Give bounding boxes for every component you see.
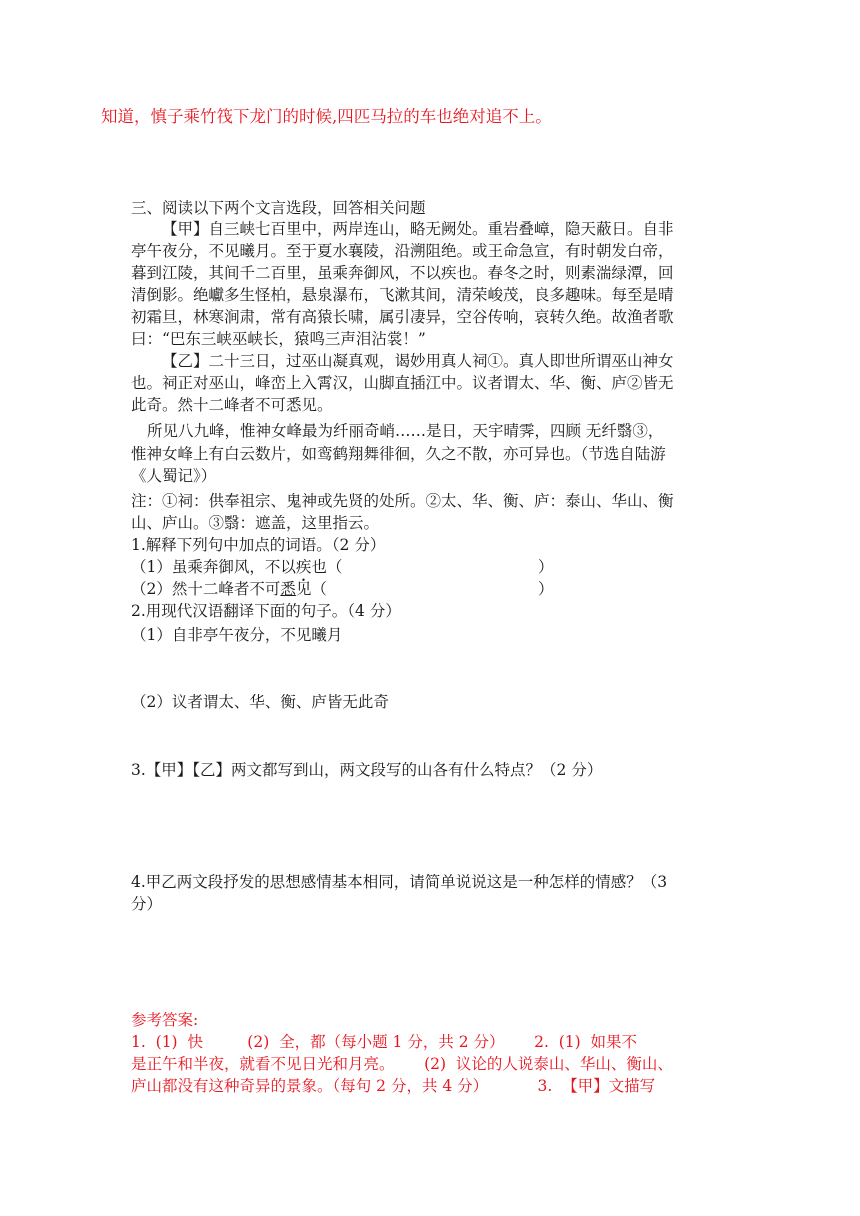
passage-jia-line: 曰：“巴东三峡巫峡长，猿鸣三声泪沾裳！”: [131, 330, 426, 348]
passage-jia-line: 亭午夜分，不见曦月。至于夏水襄陵，沿溯阻绝。或王命急宣，有时朝发白帝，: [131, 242, 674, 260]
passage-jia-line: 暮到江陵，其间千二百里，虽乘奔御风，不以疾也。春冬之时，则素湍绿潭，回: [131, 264, 674, 282]
question-2-item-2: （2）议者谓太、华、衡、庐皆无此奇: [131, 693, 389, 711]
passage-yi-line: 惟神女峰上有白云数片，如鸾鹤翔舞徘徊，久之不散，亦可异也。（节选自陆游: [131, 445, 666, 463]
question-1-item-1-keyword: 疾: [295, 558, 312, 576]
notes-line: 注：①祠：供奉祖宗、鬼神或先贤的处所。②太、华、衡、庐：泰山、华山、衡: [131, 492, 674, 510]
question-2-title: 2.用现代汉语翻译下面的句子。（4 分）: [131, 602, 401, 620]
question-4-line: 分）: [131, 895, 163, 913]
question-1-item-1-text-end: 也（: [311, 558, 343, 576]
section-heading: 三、阅读以下两个文言选段，回答相关问题: [131, 199, 426, 217]
question-1-item-2-text-end: 见（: [295, 580, 327, 598]
passage-yi-line: 《人蜀记》）: [131, 467, 217, 485]
passage-jia-line: 清倒影。绝巘多生怪柏，悬泉瀑布，飞漱其间，清荣峻茂，良多趣味。每至是晴: [131, 286, 674, 304]
answers-title: 参考答案:: [131, 1011, 199, 1029]
question-1-item-1-blank-close: ）: [538, 558, 554, 576]
answer-continuation-line: 知道，慎子乘竹筏下龙门的时候,四匹马拉的车也绝对追不上。: [101, 107, 552, 126]
answers-line: 是正午和半夜，就看不见日光和月亮。 (2) 议论的人说泰山、华山、衡山、: [131, 1055, 673, 1073]
passage-yi-line: 也。祠正对巫山，峰峦上入霄汉，山脚直插江中。议者谓太、华、衡、庐②皆无: [131, 374, 674, 392]
question-4-line: 4.甲乙两文段抒发的思想感情基本相同，请简单说说这是一种怎样的情感？（3: [131, 873, 668, 891]
passage-yi-line: 所见八九峰，惟神女峰最为纤丽奇峭……是日，天宇晴霁，四顾 无纤翳③，: [147, 422, 664, 440]
notes-line: 山、庐山。③翳：遮盖，这里指云。: [131, 514, 380, 532]
question-2-item-1: （1）自非亭午夜分，不见曦月: [131, 626, 343, 644]
question-1-item-1-text: （1）虽乘奔御风，不以: [131, 558, 296, 576]
passage-yi-line: 此奇。然十二峰者不可悉见。: [131, 396, 333, 414]
passage-yi-line: 【乙】二十三日，过巫山凝真观，谒妙用真人祠①。真人即世所谓巫山神女: [162, 352, 674, 370]
question-1-title: 1.解释下列句中加点的词语。（2 分）: [131, 536, 386, 554]
answers-line: 1. (1) 快 (2) 全，都（每小题 1 分，共 2 分） 2. (1) 如果不: [131, 1033, 638, 1051]
question-3: 3.【甲】【乙】两文都写到山，两文段写的山各有什么特点？（2 分）: [131, 761, 603, 779]
passage-jia-line: 初霜旦，林寒涧肃，常有高猿长啸，属引凄异，空谷传响，哀转久绝。故渔者歌: [131, 308, 674, 326]
question-1-item-2-keyword: 悉: [280, 580, 296, 598]
question-1-item-2-blank-close: ）: [538, 580, 554, 598]
question-1-item-2: [131, 579, 327, 599]
answers-line: 庐山都没有这种奇异的景象。（每句 2 分，共 4 分） 3. 【甲】文描写: [131, 1077, 656, 1095]
question-1-item-2-text: （2）然十二峰者不可: [131, 580, 281, 598]
passage-jia-line: 【甲】自三峡七百里中，两岸连山，略无阙处。重岩叠嶂，隐天蔽日。自非: [162, 220, 674, 238]
